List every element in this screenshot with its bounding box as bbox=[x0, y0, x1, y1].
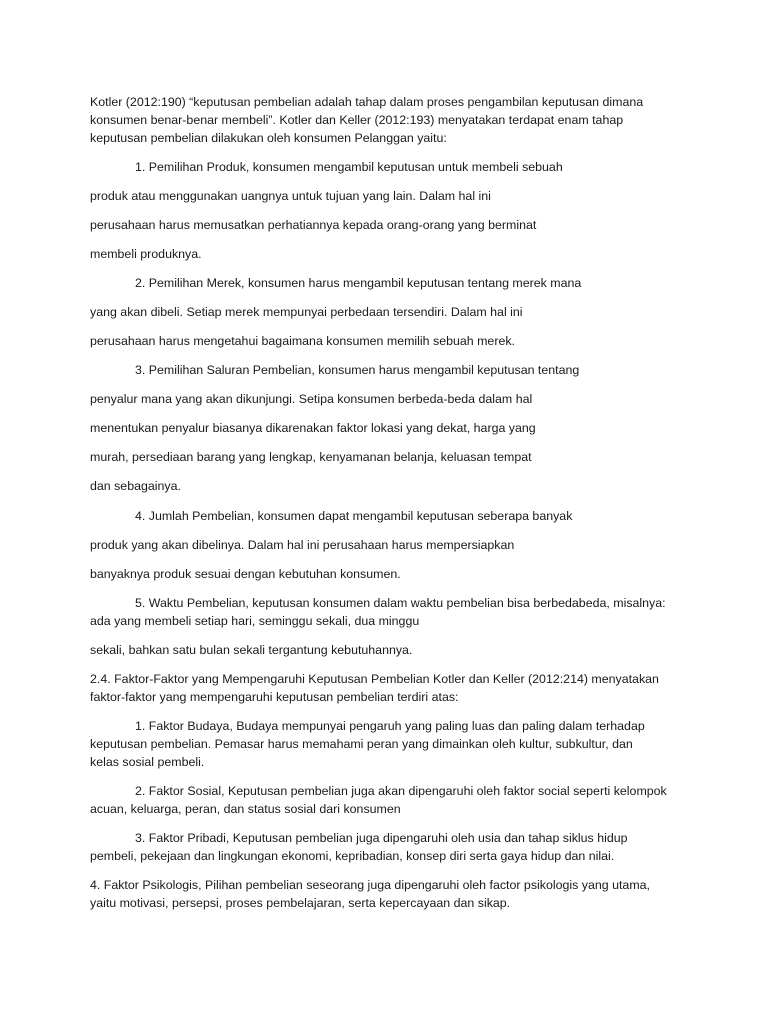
list-item-heading: 3. Pemilihan Saluran Pembelian, konsumen harus mengambil keputusan tentang bbox=[135, 363, 580, 377]
text-line: murah, persediaan barang yang lengkap, kenyamanan belanja, keluasan tempat bbox=[90, 450, 532, 464]
text-line: membeli produknya. bbox=[90, 247, 202, 261]
text-line: menentukan penyalur biasanya dikarenakan faktor lokasi yang dekat, harga yang bbox=[90, 421, 536, 435]
list-item-heading: 1. Faktor Budaya, Budaya mempunyai pengaruh yang paling luas dan paling dalam terhadap bbox=[135, 719, 645, 733]
section-heading: 2.4. Faktor-Faktor yang Mempengaruhi Keputusan Pembelian Kotler dan Keller (2012:214) menyatakan bbox=[90, 672, 659, 686]
list-item-heading: 3. Faktor Pribadi, Keputusan pembelian juga dipengaruhi oleh usia dan tahap siklus hidup bbox=[135, 831, 628, 845]
text-line: perusahaan harus mengetahui bagaimana konsumen memilih sebuah merek. bbox=[90, 334, 515, 348]
text-line: produk atau menggunakan uangnya untuk tujuan yang lain. Dalam hal ini bbox=[90, 189, 491, 203]
text-line: keputusan pembelian dilakukan oleh konsumen Pelanggan yaitu: bbox=[90, 131, 447, 145]
text-line: konsumen benar-benar membeli”. Kotler dan Keller (2012:193) menyatakan terdapat enam tahap bbox=[90, 113, 624, 127]
text-line: pembeli, pekejaan dan lingkungan ekonomi, kepribadian, konsep diri serta gaya hidup dan nilai. bbox=[90, 849, 615, 863]
text-line: Kotler (2012:190) “keputusan pembelian adalah tahap dalam proses pengambilan keputusan dimana bbox=[90, 95, 644, 109]
text-line: yaitu motivasi, persepsi, proses pembelajaran, serta kepercayaan dan sikap. bbox=[90, 896, 511, 910]
text-line: faktor-faktor yang mempengaruhi keputusan pembelian terdiri atas: bbox=[90, 690, 459, 704]
text-line: penyalur mana yang akan dikunjungi. Setipa konsumen berbeda-beda dalam hal bbox=[90, 392, 533, 406]
text-line: banyaknya produk sesuai dengan kebutuhan konsumen. bbox=[90, 567, 401, 581]
list-item-heading: 4. Faktor Psikologis, Pilihan pembelian seseorang juga dipengaruhi oleh factor psikologis yang utama, bbox=[90, 878, 650, 892]
text-line: perusahaan harus memusatkan perhatiannya kepada orang-orang yang berminat bbox=[90, 218, 537, 232]
text-line: yang akan dibeli. Setiap merek mempunyai perbedaan tersendiri. Dalam hal ini bbox=[90, 305, 523, 319]
text-line: produk yang akan dibelinya. Dalam hal ini perusahaan harus mempersiapkan bbox=[90, 538, 515, 552]
list-item-heading: 1. Pemilihan Produk, konsumen mengambil keputusan untuk membeli sebuah bbox=[135, 160, 563, 174]
list-item-heading: 2. Faktor Sosial, Keputusan pembelian juga akan dipengaruhi oleh faktor social seperti kelompok bbox=[135, 784, 667, 798]
list-item-heading: 5. Waktu Pembelian, keputusan konsumen dalam waktu pembelian bisa berbedabeda, misalnya: bbox=[135, 596, 666, 610]
list-item-heading: 4. Jumlah Pembelian, konsumen dapat mengambil keputusan seberapa banyak bbox=[135, 509, 573, 523]
list-item-heading: 2. Pemilihan Merek, konsumen harus mengambil keputusan tentang merek mana bbox=[135, 276, 582, 290]
text-line: kelas sosial pembeli. bbox=[90, 755, 205, 769]
text-line: ada yang membeli setiap hari, seminggu sekali, dua minggu bbox=[90, 614, 420, 628]
text-line: keputusan pembelian. Pemasar harus memahami peran yang dimainkan oleh kultur, subkultur, dan bbox=[90, 737, 633, 751]
text-line: acuan, keluarga, peran, dan status sosial dari konsumen bbox=[90, 802, 401, 816]
text-line: dan sebagainya. bbox=[90, 479, 181, 493]
text-line: sekali, bahkan satu bulan sekali tergantung kebutuhannya. bbox=[90, 643, 413, 657]
